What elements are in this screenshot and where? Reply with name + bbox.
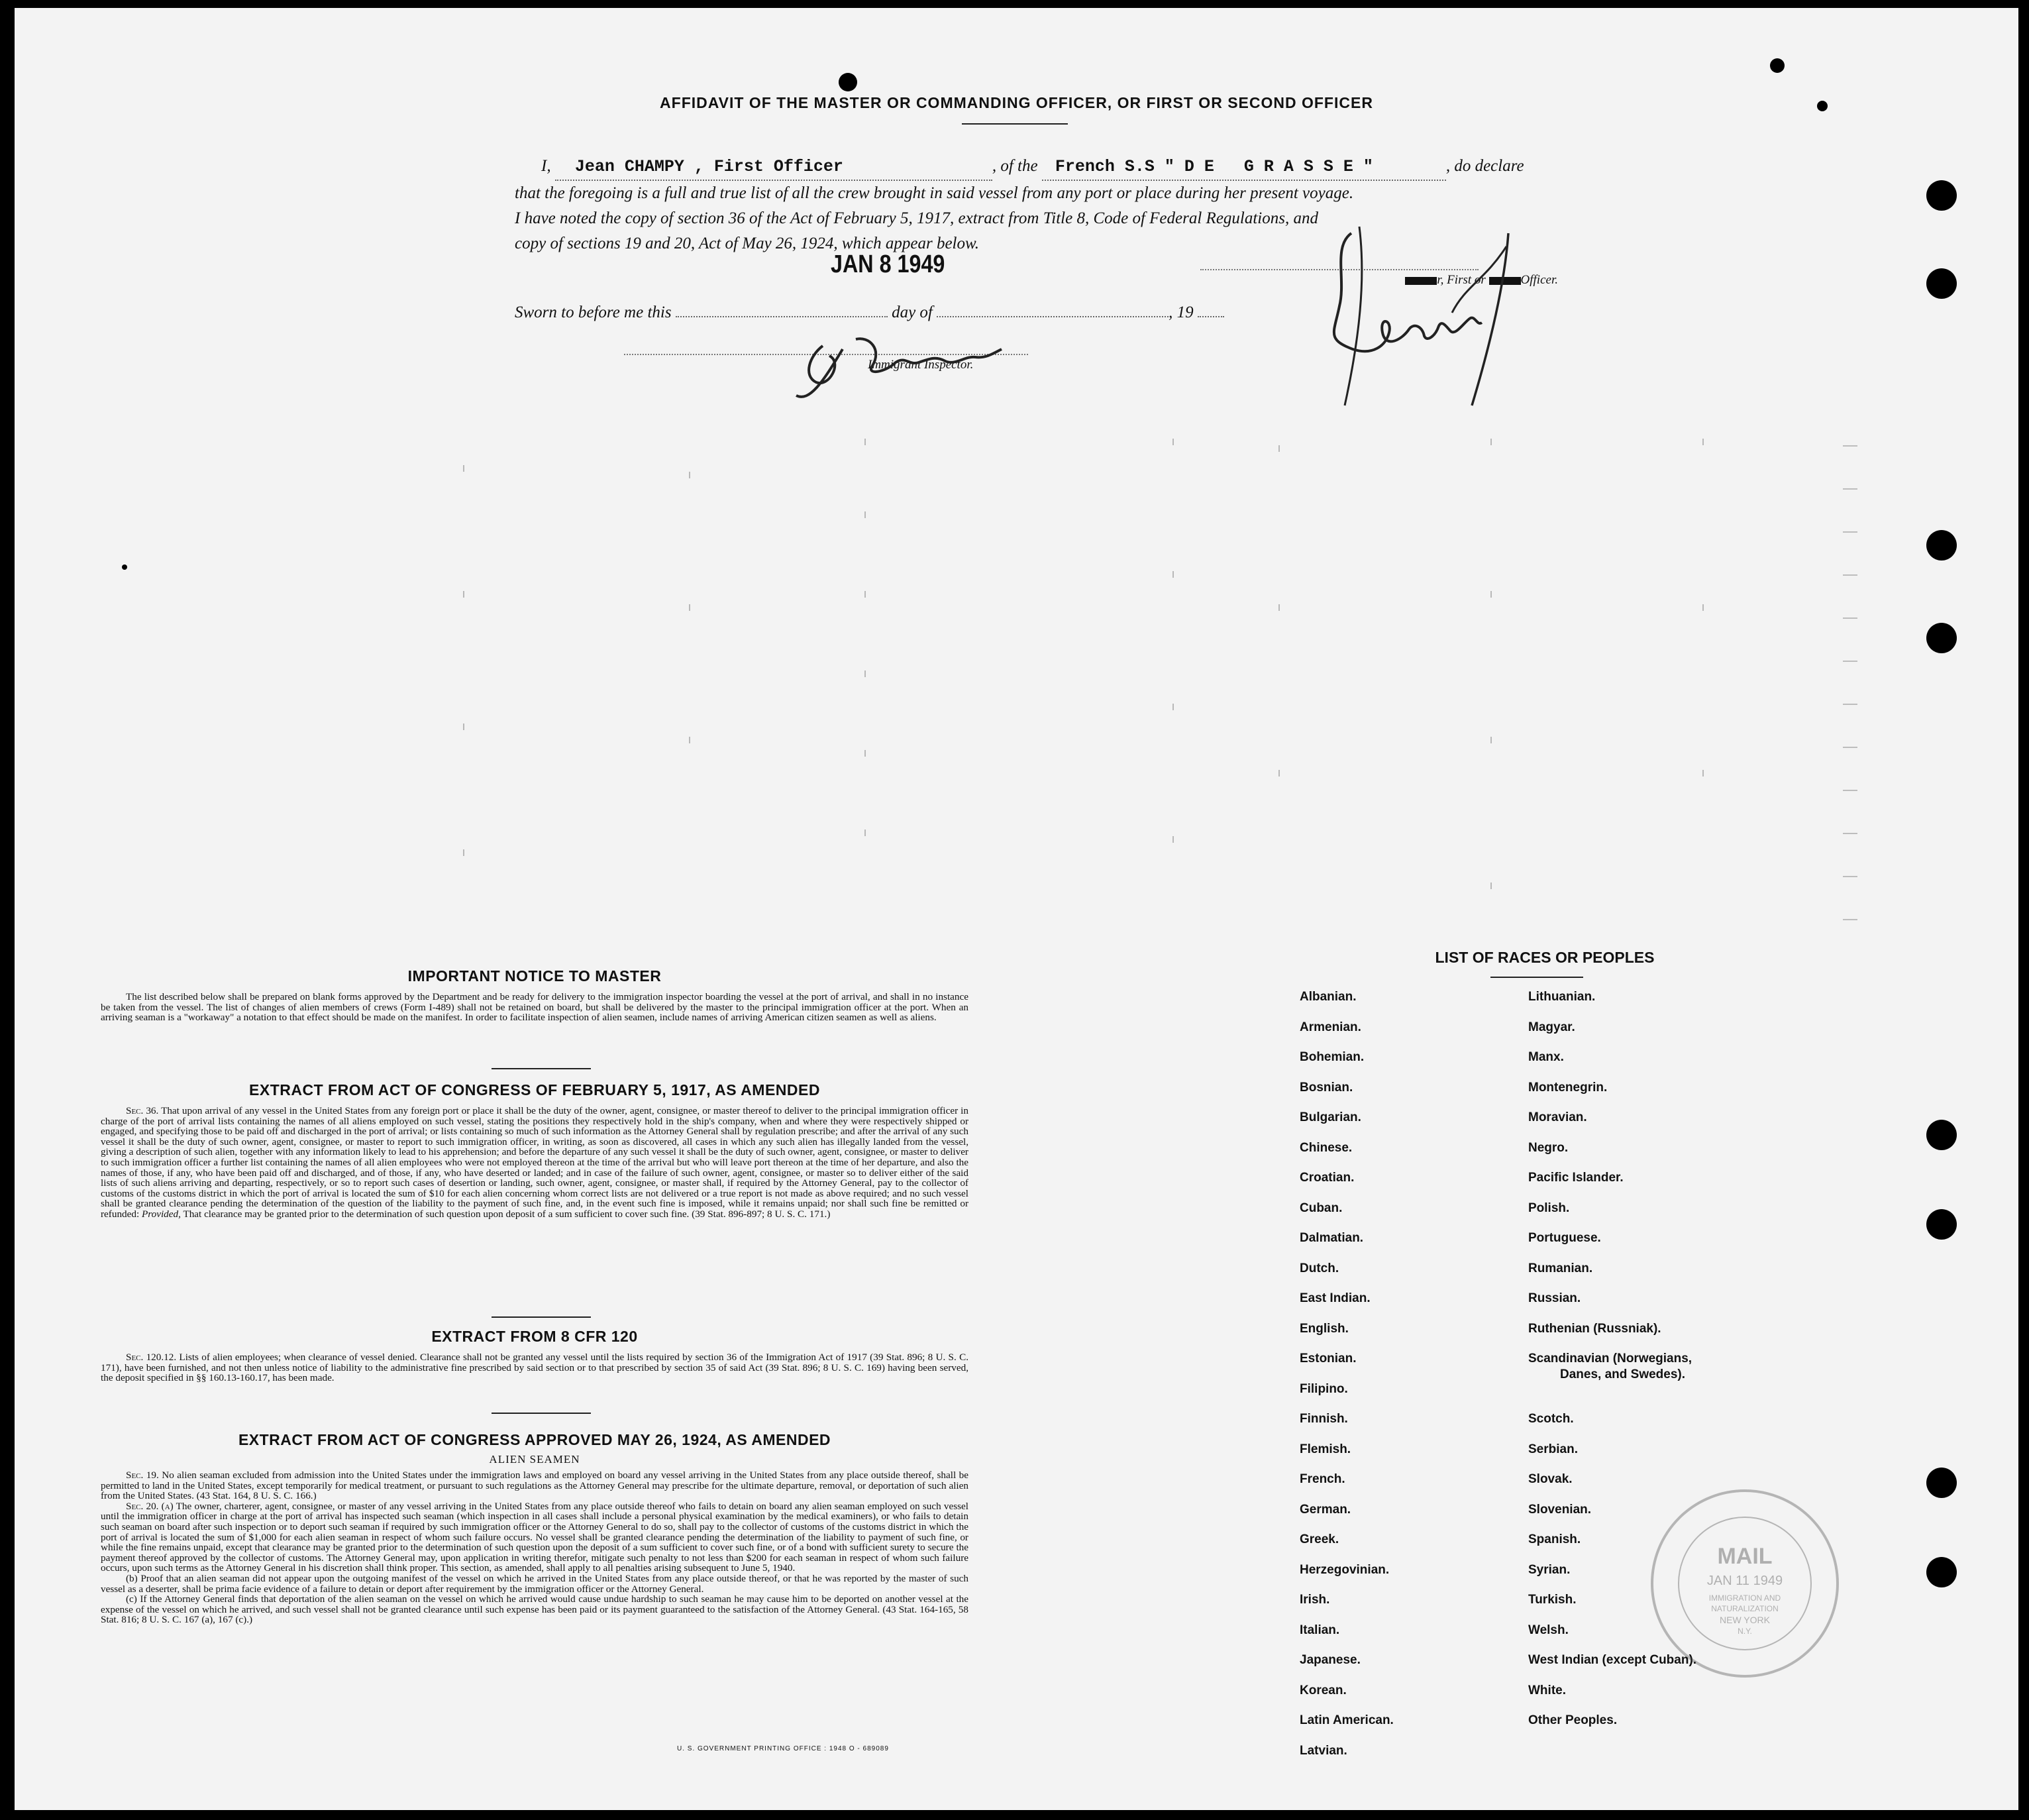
race-item: Latin American. [1300,1713,1394,1727]
sec-20c-paragraph [101,1594,968,1625]
row-dash [1843,876,1857,877]
extract-1917-paragraph [101,1106,968,1220]
extract-cfr-paragraph [101,1352,968,1383]
column-tick [864,670,866,677]
mail-stamp-date: JAN 11 1949 [1706,1574,1783,1588]
column-tick [1172,439,1174,445]
row-dash [1843,488,1857,490]
mail-stamp-word: MAIL [1717,1544,1773,1569]
race-item: Irish. [1300,1593,1330,1607]
extract-1917-title: EXTRACT FROM ACT OF CONGRESS OF FEBRUARY 5, 1917, AS AMENDED [249,1081,820,1098]
sec-20c-text: If the Attorney General finds that deportation of the alien seaman on the vessel on which he arrived would cause undue hardship to such seaman he may cause him to be deported on another vessel at the expense of the vessel on which he arrived, and such vessel shall not be granted clearance until such expense has been paid or its payment guaranteed to the satisfaction of the Attorney General. (43 Stat. 164-165, 58 Stat. 816; 8 U. S. C. 167 (a), 167 (c).) [101,1593,969,1626]
race-item: Spanish. [1528,1532,1581,1546]
sec-20c-label: (c) [126,1593,137,1605]
speck [839,73,857,91]
sec-20b-text: Proof that an alien seaman did not appear upon the outgoing manifest of the vessel on which he arrived in the United States from any place outside thereof, or that he was reported by the master of such vessel as a deserter, shall be prima facie evidence of a failure to detain or deport after requirement by the immigration officer or the Attorney General. [101,1572,969,1595]
column-tick [1490,883,1492,889]
race-item: Welsh. [1528,1623,1569,1637]
sec-19-text: No alien seaman excluded from admission into the United States under the immigration laws and employed on board any vessel arriving in the United States from any place outside thereof, shall be permitted to land in the United States, except temporarily for medical treatment, or pursuant to such regulations as the Attorney General may prescribe for the ultimate departure, removal, or deportation of such alien from the United States. (43 Stat. 164, 8 U. S. C. 166.) [101,1470,968,1502]
sworn-year-field [1198,316,1224,317]
proviso-label: Provided, [142,1208,181,1220]
sec-36-text: That upon arrival of any vessel in the United States from any foreign port or place it shall be the duty of the owner, agent, consignee, or master thereof to deliver to the principal immigration officer in charge of the port of arrival lists containing the names of all aliens employed on such vessel, stating the positions they respectively hold in the ship's company, when and where they were respectively shipped or engaged, and specifying those to be paid off and discharged in the port of arrival; or lists containing so much of such information as the Attorney General shall by regulation prescribe; and after the arrival of any such vessel it shall be the duty of such owner, agent, consignee, or master to report to such immigration officer, in writing, as soon as discovered, all cases in which any such alien has illegally landed from the vessel, giving a description of such alien, together with any information likely to lead to his apprehension; and before the departure of any such vessel it shall be the duty of such owner, agent, consignee, or master to deliver to such immigration officer a further list containing the names of all alien employees who were not employed thereon at the time of the arrival but who will leave port thereon at the time of her departure, and also the names of those, if any, who have been paid off and discharged, and of those, if any, who have deserted or landed; and in case of the failure of such owner, agent, consignee, or master so to deliver either of the said lists of such aliens arriving and departing, respectively, or so to report such cases of desertion or landing, such owner, agent, consignee, or master shall, if required by the Attorney General, pay to the collector of customs of the customs district in which the port of arrival is located the sum of $10 for each alien concerning whom correct lists are not delivered or a true report is not made as above required; and no such vessel shall be granted clearance pending the determination of the question of the liability to the payment of such fine, and, in the event such fine is imposed, while it remains unpaid; nor shall such fine be remitted or refunded: [101,1105,968,1220]
extract-cfr-text-block [101,1352,968,1383]
do-declare-text: , do declare [1445,157,1524,175]
race-item: Montenegrin. [1528,1080,1608,1095]
race-item: Estonian. [1300,1352,1357,1365]
mail-stamp-line-4: N.Y. [1738,1627,1752,1636]
officer-signature [1273,207,1551,419]
inspector-signature [783,309,1048,409]
race-item: Flemish. [1300,1442,1351,1456]
affidavit-line-3: I have noted the copy of section 36 of the Act of February 5, 1917, extract from Title 8, Code of Federal Regulations, and [515,209,1318,227]
printing-office-imprint: U. S. GOVERNMENT PRINTING OFFICE : 1948 O - 689089 [677,1745,889,1752]
race-item: Scandinavian (Norwegians, [1528,1352,1692,1365]
race-item: West Indian (except Cuban). [1528,1653,1697,1667]
of-the-text: , of the [992,157,1038,175]
column-tick [463,723,464,730]
race-item: Negro. [1528,1140,1569,1155]
binder-hole [1926,180,1957,211]
race-item: Manx. [1528,1050,1564,1064]
race-item: Greek. [1300,1532,1339,1546]
title-rule [962,123,1068,125]
speck [1817,101,1828,111]
column-tick [864,511,866,518]
column-tick [1702,604,1704,611]
race-item: Russian. [1528,1291,1581,1305]
affidavit-line-1 [515,154,1585,181]
race-item: Turkish. [1528,1593,1577,1607]
race-item: Other Peoples. [1528,1713,1618,1727]
race-item: Italian. [1300,1623,1340,1637]
binder-hole [1926,268,1957,299]
column-tick [1278,770,1280,776]
race-item: French. [1300,1472,1345,1486]
races-title-rule [1490,977,1583,978]
notice-text-block [101,992,968,1023]
row-dash [1843,919,1857,920]
column-tick [689,472,690,478]
sec-120-label: Sec. 120.12. [126,1352,177,1363]
column-tick [463,849,464,856]
column-tick [1172,571,1174,578]
i-prefix: I, [541,157,551,175]
extract-1924-text-block [101,1470,968,1625]
stamped-date: JAN 8 1949 [831,250,945,278]
race-item: White. [1528,1683,1566,1697]
race-item: Rumanian. [1528,1261,1593,1275]
race-item: Serbian. [1528,1442,1578,1456]
sec-20a-text: The owner, charterer, agent, consignee, or master of any vessel arriving in the United States from any place outside thereof who fails to detain on board any alien seaman employed on such vessel until the immigration officer in charge at the port of arrival has inspected such seaman (which inspection in all cases shall include a personal physical examination by the medical examiners), or who fails to detain such seaman on board after such inspection or to deport such seaman if required by such immigration officer or the Attorney General to do so, shall pay to the collector of customs of the customs district in which the port of arrival is located the sum of $1,000 for each alien seaman in respect of whom such failure occurs. No vessel shall be granted clearance pending the determination of the liability to payment of such fine, or while the fine remains unpaid, except that clearance may be granted prior to the determination of such question upon the deposit of a sum sufficient to cover such fine, or of a bond with sufficient surety to secure the payment thereof approved by the collector of customs. The Attorney General may, upon application in writing therefor, mitigate such penalty to not less than $200 for each seaman in respect of whom such failure occurs, upon such terms as the Attorney General in his discretion shall think proper. This section, as amended, shall apply to all penalties arising subsequent to June 5, 1940. [101,1500,968,1574]
race-item: Japanese. [1300,1653,1361,1667]
column-tick [864,830,866,836]
race-item: English. [1300,1321,1349,1336]
sec-20b-label: (b) [126,1572,138,1584]
race-item: Pacific Islander. [1528,1171,1624,1185]
race-item: Moravian. [1528,1110,1587,1124]
race-item: Latvian. [1300,1743,1347,1758]
race-item: Slovak. [1528,1472,1573,1486]
race-item: Scotch. [1528,1412,1574,1426]
affidavit-line-4: copy of sections 19 and 20, Act of May 26, 1924, which appear below. [515,235,980,252]
column-tick [864,750,866,757]
sec-19-label: Sec. 19. [126,1470,159,1481]
row-dash [1843,445,1857,447]
column-tick [1278,445,1280,452]
vessel-field [1042,154,1446,181]
sec-20a-paragraph [101,1501,968,1574]
column-tick [1702,439,1704,445]
day-of-text: day of [892,303,933,321]
column-tick [1278,604,1280,611]
extract-1917-section [101,1081,968,1220]
document-page [15,8,2018,1810]
proviso-text: That clearance may be granted prior to the determination of such question upon deposit of a sum sufficient to cover such fine. (39 Stat. 896-897; 8 U. S. C. 171.) [183,1208,831,1220]
speck [122,564,127,570]
mail-stamp-line-1: IMMIGRATION AND [1708,1593,1781,1603]
race-item: Ruthenian (Russniak). [1528,1321,1661,1336]
mail-stamp [1645,1484,1844,1683]
sworn-text: Sworn to before me this [515,303,672,321]
race-item: Finnish. [1300,1412,1348,1426]
races-list-left [1300,990,1394,1774]
extract-1917-text-block [101,1106,968,1220]
race-item: Slovenian. [1528,1502,1592,1517]
race-item: Herzegovinian. [1300,1562,1390,1577]
race-item: Bosnian. [1300,1080,1353,1095]
affidavit-line-2: that the foregoing is a full and true list of all the crew brought in said vessel from any port or place during her present voyage. [515,184,1354,202]
extract-cfr-section [101,1328,968,1383]
row-dash [1843,574,1857,576]
officer-suffix-1: r, First or [1437,273,1486,287]
binder-hole [1926,1557,1957,1587]
race-item: Lithuanian. [1528,990,1596,1004]
race-item: Bohemian. [1300,1050,1365,1064]
race-item: Portuguese. [1528,1231,1601,1245]
race-item: Chinese. [1300,1140,1353,1155]
binder-hole [1926,623,1957,653]
column-tick [864,439,866,445]
mail-stamp-line-2: NATURALIZATION [1711,1604,1779,1613]
alien-seamen-subtitle: ALIEN SEAMEN [489,1453,580,1466]
officer-name-field [555,154,992,181]
vessel-name: French S.S " D E G R A S S E " [1055,157,1373,176]
column-tick [1702,770,1704,776]
year-prefix: , 19 [1169,303,1194,321]
sec-120-text: Lists of alien employees; when clearance of vessel denied. Clearance shall not be granted any vessel until the lists required by section 36 of the Immigration Act of 1917 (39 Stat. 896; 8 U. S. C. 171), have been furnished, and not then unless notice of liability to the administrative fine prescribed by said section or to that prescribed by section 35 of said Act (39 Stat. 896; 8 U. S. C. 169) having been served, the deposit specified in §§ 160.13-160.17, has been made. [101,1352,968,1384]
race-item: Dutch. [1300,1261,1339,1275]
column-tick [864,591,866,598]
race-item: Danes, and Swedes). [1560,1367,1686,1381]
section-rule [492,1316,591,1318]
column-tick [1172,704,1174,710]
column-tick [1172,836,1174,843]
extract-1924-section [101,1431,968,1625]
section-rule [492,1413,591,1414]
column-tick [689,737,690,743]
section-rule [492,1068,591,1069]
row-dash [1843,617,1857,619]
column-tick [463,591,464,598]
sec-20a-label: Sec. 20. (a) [126,1500,174,1512]
row-dash [1843,747,1857,748]
notice-section [101,967,968,1023]
column-tick [1490,591,1492,598]
officer-name: Jean CHAMPY , First Officer [574,157,843,176]
race-item: Magyar. [1528,1020,1575,1034]
speck [1770,58,1785,73]
binder-hole [1926,1120,1957,1150]
officer-suffix-2: Officer. [1520,273,1558,287]
race-item: German. [1300,1502,1351,1517]
inspector-label: Immigrant Inspector. [868,358,974,372]
binder-hole [1926,530,1957,561]
column-tick [1490,439,1492,445]
binder-hole [1926,1209,1957,1240]
sec-19-paragraph [101,1470,968,1501]
sec-20b-paragraph [101,1574,968,1594]
column-tick [689,604,690,611]
affidavit-title: AFFIDAVIT OF THE MASTER OR COMMANDING OFFICER, OR FIRST OR SECOND OFFICER [660,94,1373,111]
extract-cfr-title: EXTRACT FROM 8 CFR 120 [431,1328,638,1345]
extract-1924-title: EXTRACT FROM ACT OF CONGRESS APPROVED MAY 26, 1924, AS AMENDED [238,1431,831,1448]
race-item: Albanian. [1300,990,1357,1004]
race-item: Polish. [1528,1201,1570,1215]
race-item: Filipino. [1300,1381,1348,1396]
race-item: Syrian. [1528,1562,1571,1577]
race-item: East Indian. [1300,1291,1371,1305]
races-title: LIST OF RACES OR PEOPLES [1435,949,1655,966]
row-dash [1843,833,1857,834]
notice-text: The list described below shall be prepared on blank forms approved by the Department and be ready for delivery to the immigration inspector boarding the vessel at the port of arrival, and shall in no instance be taken from the vessel. The list of changes of alien members of crews (Form I-489) shall not be retained on board, but shall be delivered by the master to the principal immigration officer at the port. When an arriving seaman is a "workaway" a notation to that effect should be made on the manifest. In order to facilitate inspection of alien seamen, include names of arriving American citizen seamen as well as aliens. [101,991,968,1024]
race-item: Armenian. [1300,1020,1361,1034]
row-dash [1843,531,1857,533]
sec-36-label: Sec. 36. [126,1105,159,1116]
race-item: Croatian. [1300,1171,1355,1185]
column-tick [1490,737,1492,743]
race-item: Korean. [1300,1683,1347,1697]
row-dash [1843,704,1857,705]
race-item: Cuban. [1300,1201,1343,1215]
row-dash [1843,661,1857,662]
binder-hole [1926,1468,1957,1498]
race-item: Dalmatian. [1300,1231,1364,1245]
column-tick [463,465,464,472]
race-item: Bulgarian. [1300,1110,1361,1124]
mail-stamp-line-3: NEW YORK [1720,1615,1770,1625]
row-dash [1843,790,1857,791]
notice-title: IMPORTANT NOTICE TO MASTER [407,967,662,985]
